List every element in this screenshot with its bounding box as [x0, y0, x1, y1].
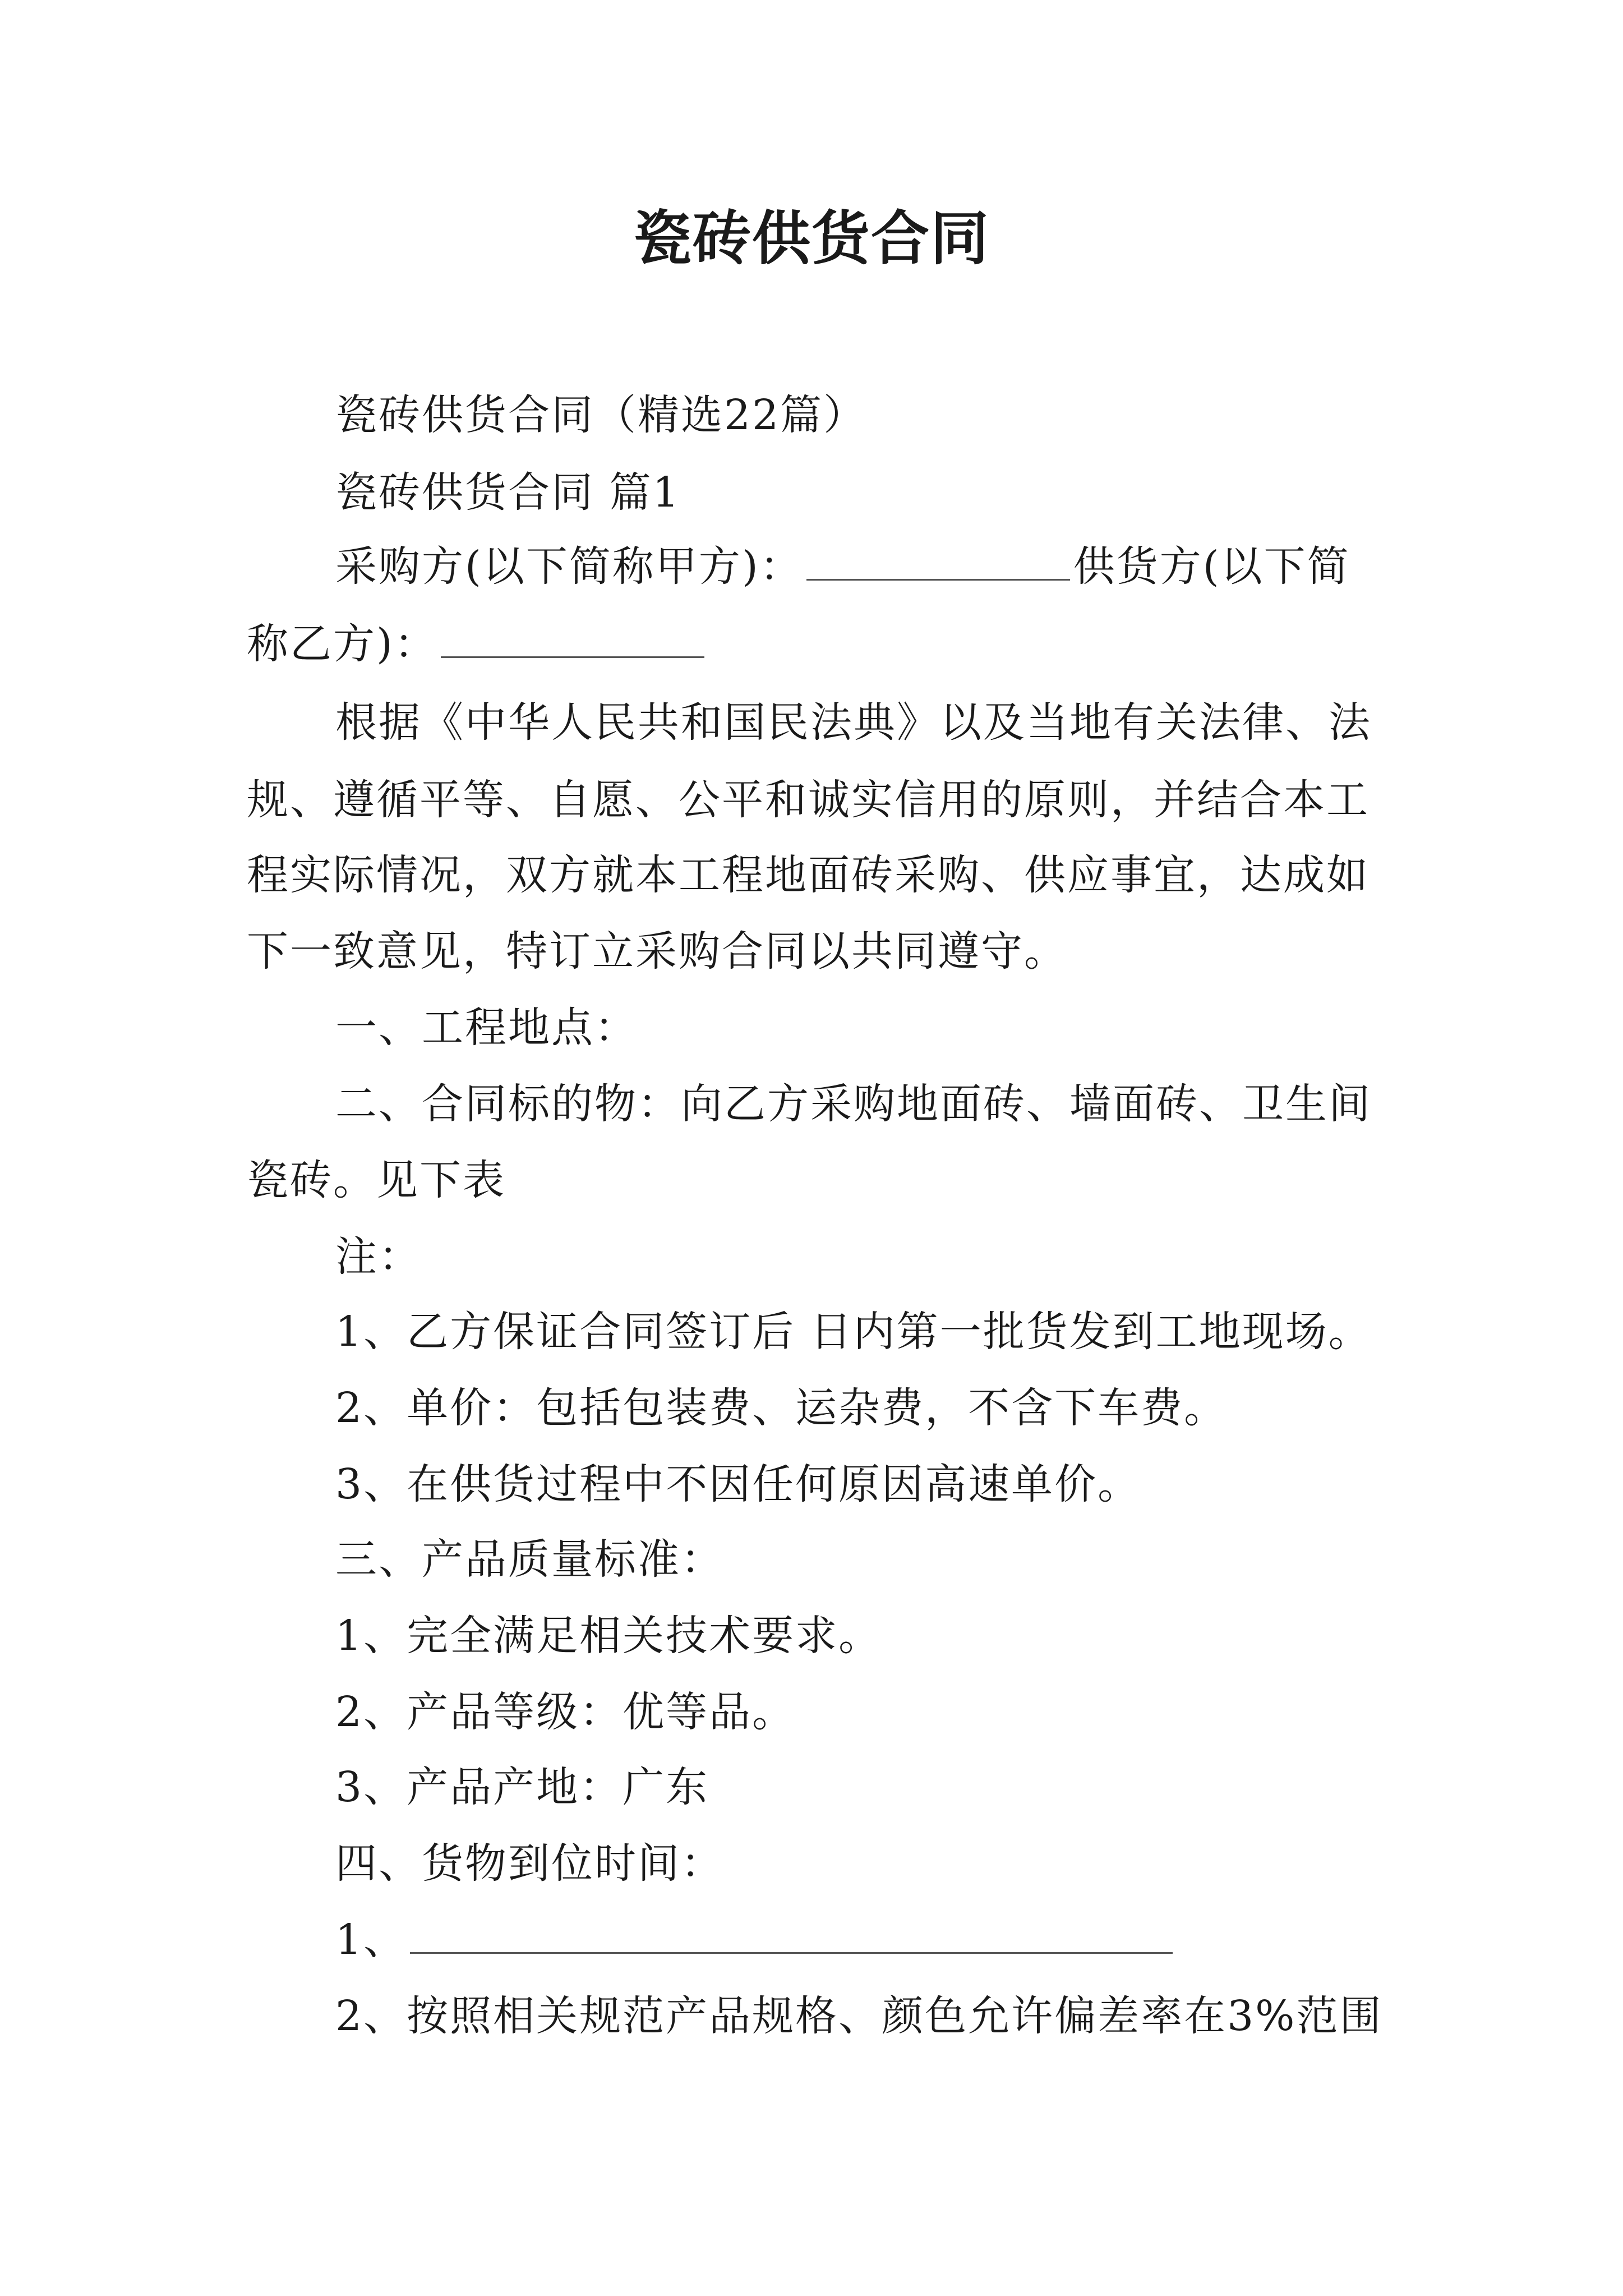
- delivery-item-1-blank: [410, 1913, 1173, 1954]
- section-heading: 瓷砖供货合同 篇1: [335, 468, 681, 517]
- document-title: 瓷砖供货合同: [633, 204, 990, 273]
- document-subtitle: 瓷砖供货合同（精选22篇）: [335, 391, 867, 439]
- delivery-item-1-prefix: 1、: [335, 1916, 407, 1964]
- intro-paragraph-line: 根据《中华人民共和国民法典》以及当地有关法律、法: [335, 698, 1372, 747]
- intro-paragraph-line: 程实际情况，双方就本工程地面砖采购、供应事宜，达成如: [247, 851, 1370, 899]
- buyer-name-blank: [806, 540, 1070, 581]
- note-item: 2、单价：包括包装费、运杂费，不含下车费。: [335, 1384, 1228, 1432]
- buyer-label: 采购方(以下简称甲方)：: [335, 542, 803, 591]
- clause-2-line: 二、合同标的物：向乙方采购地面砖、墙面砖、卫生间: [335, 1080, 1372, 1128]
- supplier-name-blank: [441, 617, 704, 658]
- intro-paragraph-line: 规、遵循平等、自愿、公平和诚实信用的原则，并结合本工: [247, 776, 1370, 824]
- note-item: 1、乙方保证合同签订后 日内第一批货发到工地现场。: [335, 1308, 1372, 1356]
- quality-item: 3、产品产地：广东: [335, 1763, 709, 1811]
- note-item: 3、在供货过程中不因任何原因高速单价。: [335, 1460, 1141, 1508]
- intro-paragraph-line: 下一致意见，特订立采购合同以共同遵守。: [247, 927, 1067, 976]
- clause-1-location: 一、工程地点：: [335, 1004, 638, 1052]
- parties-line-2: [247, 616, 708, 672]
- note-label: 注：: [335, 1232, 422, 1281]
- clause-2-line: 瓷砖。见下表: [247, 1156, 506, 1204]
- quality-item: 2、产品等级：优等品。: [335, 1688, 796, 1736]
- clause-3-quality: 三、产品质量标准：: [335, 1535, 724, 1584]
- supplier-label-end: 称乙方)：: [247, 620, 437, 668]
- parties-line-1: [335, 539, 1350, 595]
- supplier-label-start: 供货方(以下简: [1073, 542, 1350, 591]
- delivery-item-1: [335, 1912, 1176, 1968]
- quality-item: 1、完全满足相关技术要求。: [335, 1612, 882, 1660]
- delivery-item-2: 2、按照相关规范产品规格、颜色允许偏差率在3%范围: [335, 1992, 1383, 2040]
- clause-4-delivery: 四、货物到位时间：: [335, 1839, 724, 1888]
